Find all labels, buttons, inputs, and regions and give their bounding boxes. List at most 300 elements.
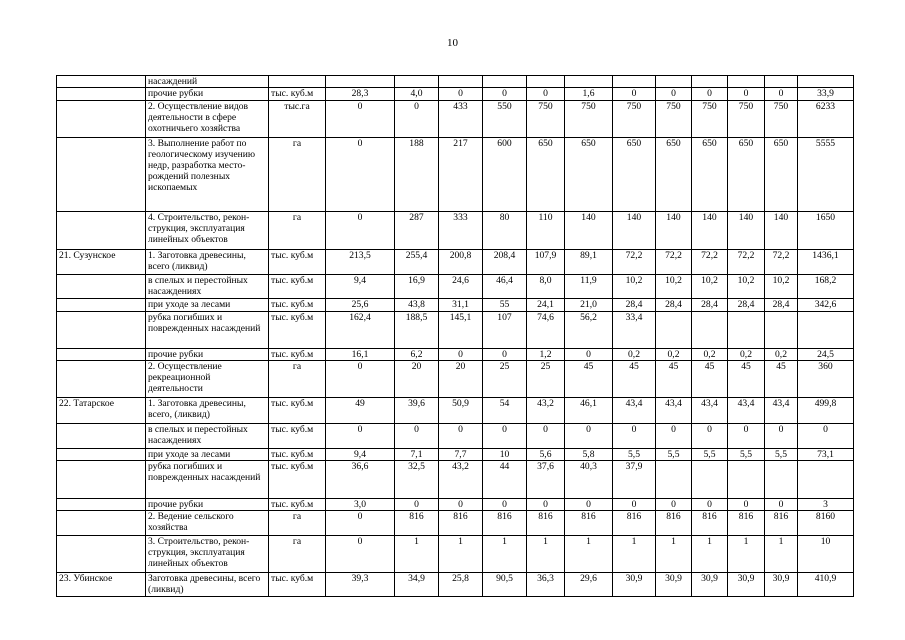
year-value-cell: 0 [692, 424, 728, 449]
year-value-cell: 162,4 [326, 312, 395, 349]
activity-cell: 3. Строительство, рекон-струкция, эксплуатация линейных объектов [146, 536, 269, 573]
year-value-cell: 43,2 [439, 461, 483, 499]
unit-cell: тыс. куб.м [269, 250, 326, 275]
activity-cell: 1. Заготовка древесины, всего (ликвид) [146, 250, 269, 275]
year-value-cell: 43,2 [527, 398, 565, 424]
year-value-cell: 750 [692, 101, 728, 138]
year-value-cell: 650 [613, 138, 656, 212]
year-value-cell: 31,1 [439, 299, 483, 312]
year-value-cell: 816 [765, 511, 798, 536]
year-value-cell: 650 [765, 138, 798, 212]
year-value-cell: 1 [656, 536, 692, 573]
year-value-cell: 750 [565, 101, 613, 138]
year-value-cell: 43,4 [765, 398, 798, 424]
year-value-cell: 0 [527, 499, 565, 511]
year-value-cell: 39,6 [395, 398, 439, 424]
year-value-cell [395, 76, 439, 88]
unit-cell: тыс. куб.м [269, 349, 326, 361]
year-value-cell: 0 [565, 424, 613, 449]
table-row [57, 536, 854, 573]
area-cell: 23. Убинское [57, 573, 146, 597]
year-value-cell: 0 [483, 88, 527, 101]
year-value-cell: 29,6 [565, 573, 613, 597]
table-row [57, 101, 854, 138]
year-value-cell [565, 76, 613, 88]
year-value-cell [692, 312, 728, 349]
unit-cell: тыс. куб.м [269, 275, 326, 299]
unit-cell: тыс. куб.м [269, 398, 326, 424]
year-value-cell: 816 [656, 511, 692, 536]
year-value-cell: 28,4 [728, 299, 765, 312]
year-value-cell [728, 312, 765, 349]
year-value-cell: 140 [765, 212, 798, 250]
year-value-cell: 816 [527, 511, 565, 536]
year-value-cell: 0,2 [765, 349, 798, 361]
year-value-cell: 45 [613, 361, 656, 398]
year-value-cell: 37,6 [527, 461, 565, 499]
year-value-cell: 46,1 [565, 398, 613, 424]
unit-cell: тыс. куб.м [269, 461, 326, 499]
year-value-cell: 650 [692, 138, 728, 212]
unit-cell: тыс. куб.м [269, 424, 326, 449]
table-row [57, 511, 854, 536]
year-value-cell: 816 [483, 511, 527, 536]
year-value-cell: 90,5 [483, 573, 527, 597]
year-value-cell: 28,4 [692, 299, 728, 312]
year-value-cell [765, 312, 798, 349]
activity-cell: в спелых и перестойных насаждениях [146, 424, 269, 449]
table-row [57, 76, 854, 88]
year-value-cell: 188 [395, 138, 439, 212]
year-value-cell: 0 [439, 424, 483, 449]
activity-cell: прочие рубки [146, 349, 269, 361]
year-value-cell: 1 [728, 536, 765, 573]
year-value-cell: 49 [326, 398, 395, 424]
area-cell: 21. Сузунское [57, 250, 146, 275]
total-cell: 8160 [798, 511, 854, 536]
year-value-cell: 56,2 [565, 312, 613, 349]
year-value-cell: 43,4 [728, 398, 765, 424]
unit-cell: га [269, 536, 326, 573]
year-value-cell: 750 [728, 101, 765, 138]
year-value-cell: 74,6 [527, 312, 565, 349]
year-value-cell: 45 [656, 361, 692, 398]
year-value-cell: 140 [613, 212, 656, 250]
year-value-cell: 0 [483, 424, 527, 449]
year-value-cell: 28,4 [613, 299, 656, 312]
year-value-cell: 5,6 [527, 449, 565, 461]
activity-cell: в спелых и перестойных насаждениях [146, 275, 269, 299]
year-value-cell: 72,2 [728, 250, 765, 275]
unit-cell: тыс.га [269, 101, 326, 138]
year-value-cell: 11,9 [565, 275, 613, 299]
year-value-cell [439, 76, 483, 88]
year-value-cell: 0 [326, 536, 395, 573]
year-value-cell: 816 [728, 511, 765, 536]
unit-cell: тыс. куб.м [269, 299, 326, 312]
year-value-cell: 0 [565, 499, 613, 511]
year-value-cell: 20 [439, 361, 483, 398]
total-cell: 24,5 [798, 349, 854, 361]
year-value-cell: 36,3 [527, 573, 565, 597]
year-value-cell: 0 [326, 511, 395, 536]
year-value-cell [765, 76, 798, 88]
area-cell [57, 461, 146, 499]
area-cell: 22. Татарское [57, 398, 146, 424]
activity-cell: при уходе за лесами [146, 449, 269, 461]
table-row [57, 349, 854, 361]
area-cell [57, 88, 146, 101]
table-row [57, 138, 854, 212]
area-cell [57, 76, 146, 88]
year-value-cell: 5,5 [728, 449, 765, 461]
year-value-cell: 110 [527, 212, 565, 250]
area-cell [57, 138, 146, 212]
unit-cell: тыс. куб.м [269, 312, 326, 349]
year-value-cell: 600 [483, 138, 527, 212]
year-value-cell: 45 [692, 361, 728, 398]
year-value-cell: 0 [656, 88, 692, 101]
activity-cell: прочие рубки [146, 88, 269, 101]
year-value-cell: 43,4 [692, 398, 728, 424]
year-value-cell: 0 [527, 424, 565, 449]
year-value-cell: 0 [395, 424, 439, 449]
activity-cell: 2. Осуществление видов деятельности в сфере охотничьего хозяйства [146, 101, 269, 138]
area-cell [57, 361, 146, 398]
year-value-cell: 3,0 [326, 499, 395, 511]
year-value-cell: 0 [326, 138, 395, 212]
year-value-cell: 145,1 [439, 312, 483, 349]
year-value-cell: 25 [483, 361, 527, 398]
year-value-cell: 208,4 [483, 250, 527, 275]
year-value-cell: 28,3 [326, 88, 395, 101]
year-value-cell [483, 76, 527, 88]
year-value-cell: 0 [765, 88, 798, 101]
year-value-cell: 188,5 [395, 312, 439, 349]
year-value-cell: 10,2 [728, 275, 765, 299]
total-cell: 499,8 [798, 398, 854, 424]
year-value-cell: 46,4 [483, 275, 527, 299]
total-cell: 5555 [798, 138, 854, 212]
unit-cell: га [269, 361, 326, 398]
total-cell: 0 [798, 424, 854, 449]
year-value-cell [692, 76, 728, 88]
year-value-cell: 0 [613, 424, 656, 449]
year-value-cell: 0 [395, 101, 439, 138]
table-row [57, 424, 854, 449]
year-value-cell: 9,4 [326, 449, 395, 461]
year-value-cell: 32,5 [395, 461, 439, 499]
year-value-cell: 28,4 [765, 299, 798, 312]
year-value-cell: 0 [765, 424, 798, 449]
year-value-cell: 1 [765, 536, 798, 573]
year-value-cell: 650 [728, 138, 765, 212]
year-value-cell: 6,2 [395, 349, 439, 361]
area-cell [57, 424, 146, 449]
year-value-cell: 0 [326, 101, 395, 138]
area-cell [57, 212, 146, 250]
year-value-cell: 140 [656, 212, 692, 250]
total-cell: 10 [798, 536, 854, 573]
year-value-cell: 28,4 [656, 299, 692, 312]
total-cell: 1650 [798, 212, 854, 250]
year-value-cell: 80 [483, 212, 527, 250]
year-value-cell: 0 [326, 361, 395, 398]
forest-use-table [56, 75, 854, 597]
year-value-cell: 1 [613, 536, 656, 573]
year-value-cell: 7,7 [439, 449, 483, 461]
year-value-cell: 287 [395, 212, 439, 250]
year-value-cell: 36,6 [326, 461, 395, 499]
table-row [57, 88, 854, 101]
page-number: 10 [447, 37, 458, 49]
year-value-cell: 0,2 [728, 349, 765, 361]
activity-cell: Заготовка древесины, всего (ликвид) [146, 573, 269, 597]
unit-cell [269, 76, 326, 88]
year-value-cell [656, 461, 692, 499]
table-row [57, 398, 854, 424]
activity-cell: рубка погибших и поврежденных насаждений [146, 312, 269, 349]
year-value-cell: 10 [483, 449, 527, 461]
unit-cell: га [269, 511, 326, 536]
activity-cell: при уходе за лесами [146, 299, 269, 312]
year-value-cell: 89,1 [565, 250, 613, 275]
year-value-cell: 33,4 [613, 312, 656, 349]
year-value-cell: 24,1 [527, 299, 565, 312]
total-cell: 360 [798, 361, 854, 398]
area-cell [57, 299, 146, 312]
year-value-cell: 24,6 [439, 275, 483, 299]
year-value-cell: 8,0 [527, 275, 565, 299]
year-value-cell: 25,6 [326, 299, 395, 312]
year-value-cell: 72,2 [692, 250, 728, 275]
year-value-cell [765, 461, 798, 499]
activity-cell: 1. Заготовка древесины, всего, (ликвид) [146, 398, 269, 424]
year-value-cell: 333 [439, 212, 483, 250]
unit-cell: га [269, 138, 326, 212]
unit-cell: тыс. куб.м [269, 449, 326, 461]
year-value-cell [728, 461, 765, 499]
table-row [57, 573, 854, 597]
year-value-cell: 750 [656, 101, 692, 138]
year-value-cell: 816 [613, 511, 656, 536]
year-value-cell: 0 [613, 88, 656, 101]
total-cell: 1436,1 [798, 250, 854, 275]
total-cell: 6233 [798, 101, 854, 138]
year-value-cell [656, 312, 692, 349]
unit-cell: га [269, 212, 326, 250]
year-value-cell: 45 [728, 361, 765, 398]
year-value-cell: 45 [765, 361, 798, 398]
year-value-cell: 0 [765, 499, 798, 511]
year-value-cell: 0 [439, 499, 483, 511]
year-value-cell: 0,2 [613, 349, 656, 361]
year-value-cell: 650 [565, 138, 613, 212]
year-value-cell: 650 [527, 138, 565, 212]
year-value-cell: 20 [395, 361, 439, 398]
year-value-cell: 39,3 [326, 573, 395, 597]
year-value-cell: 750 [527, 101, 565, 138]
area-cell [57, 312, 146, 349]
year-value-cell: 0 [483, 349, 527, 361]
year-value-cell: 0 [656, 424, 692, 449]
total-cell: 168,2 [798, 275, 854, 299]
year-value-cell: 72,2 [613, 250, 656, 275]
year-value-cell: 25 [527, 361, 565, 398]
table-row [57, 449, 854, 461]
area-cell [57, 499, 146, 511]
year-value-cell: 816 [565, 511, 613, 536]
year-value-cell: 140 [692, 212, 728, 250]
year-value-cell: 10,2 [613, 275, 656, 299]
year-value-cell: 140 [565, 212, 613, 250]
unit-cell: тыс. куб.м [269, 88, 326, 101]
year-value-cell: 16,9 [395, 275, 439, 299]
year-value-cell: 25,8 [439, 573, 483, 597]
year-value-cell: 54 [483, 398, 527, 424]
year-value-cell: 816 [439, 511, 483, 536]
unit-cell: тыс. куб.м [269, 499, 326, 511]
area-cell [57, 349, 146, 361]
year-value-cell: 213,5 [326, 250, 395, 275]
year-value-cell: 107 [483, 312, 527, 349]
year-value-cell: 816 [692, 511, 728, 536]
year-value-cell: 5,8 [565, 449, 613, 461]
total-cell [798, 76, 854, 88]
year-value-cell: 255,4 [395, 250, 439, 275]
year-value-cell: 650 [656, 138, 692, 212]
year-value-cell: 0 [728, 88, 765, 101]
year-value-cell: 433 [439, 101, 483, 138]
year-value-cell: 30,9 [692, 573, 728, 597]
year-value-cell: 30,9 [656, 573, 692, 597]
year-value-cell: 0 [395, 499, 439, 511]
year-value-cell: 0 [656, 499, 692, 511]
year-value-cell: 5,5 [613, 449, 656, 461]
area-cell [57, 511, 146, 536]
year-value-cell: 750 [613, 101, 656, 138]
table-row [57, 299, 854, 312]
year-value-cell: 10,2 [765, 275, 798, 299]
year-value-cell [527, 76, 565, 88]
year-value-cell: 1 [483, 536, 527, 573]
year-value-cell: 30,9 [765, 573, 798, 597]
year-value-cell: 5,5 [765, 449, 798, 461]
year-value-cell: 43,4 [656, 398, 692, 424]
activity-cell: 2. Осуществление рекреационной деятельности [146, 361, 269, 398]
year-value-cell [613, 76, 656, 88]
activity-cell: прочие рубки [146, 499, 269, 511]
table-row [57, 212, 854, 250]
year-value-cell: 43,8 [395, 299, 439, 312]
year-value-cell: 50,9 [439, 398, 483, 424]
year-value-cell: 1 [527, 536, 565, 573]
year-value-cell: 0 [565, 349, 613, 361]
year-value-cell: 0 [728, 424, 765, 449]
year-value-cell: 0 [439, 349, 483, 361]
table-row [57, 312, 854, 349]
year-value-cell: 1 [692, 536, 728, 573]
total-cell: 342,6 [798, 299, 854, 312]
activity-cell: 3. Выполнение работ по геологическому изучению недр, разработка место-рождений полезных ископаемых [146, 138, 269, 212]
year-value-cell: 30,9 [613, 573, 656, 597]
year-value-cell: 1,6 [565, 88, 613, 101]
activity-cell: насаждений [146, 76, 269, 88]
total-cell: 3 [798, 499, 854, 511]
year-value-cell: 40,3 [565, 461, 613, 499]
area-cell [57, 449, 146, 461]
year-value-cell [326, 76, 395, 88]
year-value-cell: 0,2 [656, 349, 692, 361]
year-value-cell: 0 [326, 212, 395, 250]
year-value-cell: 0,2 [692, 349, 728, 361]
year-value-cell: 0 [483, 499, 527, 511]
year-value-cell: 16,1 [326, 349, 395, 361]
year-value-cell: 7,1 [395, 449, 439, 461]
total-cell [798, 312, 854, 349]
activity-cell: 4. Строительство, рекон-струкция, эксплуатация линейных объектов [146, 212, 269, 250]
activity-cell: 2. Ведение сельского хозяйства [146, 511, 269, 536]
year-value-cell: 72,2 [656, 250, 692, 275]
year-value-cell: 21,0 [565, 299, 613, 312]
year-value-cell [692, 461, 728, 499]
year-value-cell: 9,4 [326, 275, 395, 299]
table-row [57, 250, 854, 275]
activity-cell: рубка погибших и поврежденных насаждений [146, 461, 269, 499]
total-cell: 73,1 [798, 449, 854, 461]
total-cell: 410,9 [798, 573, 854, 597]
total-cell [798, 461, 854, 499]
year-value-cell: 0 [613, 499, 656, 511]
year-value-cell: 1 [395, 536, 439, 573]
year-value-cell: 37,9 [613, 461, 656, 499]
year-value-cell: 816 [395, 511, 439, 536]
year-value-cell: 0 [439, 88, 483, 101]
year-value-cell: 4,0 [395, 88, 439, 101]
year-value-cell: 55 [483, 299, 527, 312]
year-value-cell [656, 76, 692, 88]
year-value-cell: 217 [439, 138, 483, 212]
unit-cell: тыс. куб.м [269, 573, 326, 597]
year-value-cell: 0 [728, 499, 765, 511]
total-cell: 33,9 [798, 88, 854, 101]
year-value-cell [728, 76, 765, 88]
area-cell [57, 275, 146, 299]
area-cell [57, 101, 146, 138]
year-value-cell: 0 [692, 499, 728, 511]
table-row [57, 361, 854, 398]
year-value-cell: 5,5 [656, 449, 692, 461]
year-value-cell: 200,8 [439, 250, 483, 275]
year-value-cell: 10,2 [656, 275, 692, 299]
year-value-cell: 0 [527, 88, 565, 101]
year-value-cell: 550 [483, 101, 527, 138]
year-value-cell: 72,2 [765, 250, 798, 275]
year-value-cell: 34,9 [395, 573, 439, 597]
year-value-cell: 1 [565, 536, 613, 573]
table-row [57, 461, 854, 499]
year-value-cell: 750 [765, 101, 798, 138]
year-value-cell: 0 [692, 88, 728, 101]
table-row [57, 275, 854, 299]
year-value-cell: 1 [439, 536, 483, 573]
year-value-cell: 30,9 [728, 573, 765, 597]
year-value-cell: 5,5 [692, 449, 728, 461]
year-value-cell: 0 [326, 424, 395, 449]
year-value-cell: 44 [483, 461, 527, 499]
year-value-cell: 45 [565, 361, 613, 398]
year-value-cell: 43,4 [613, 398, 656, 424]
